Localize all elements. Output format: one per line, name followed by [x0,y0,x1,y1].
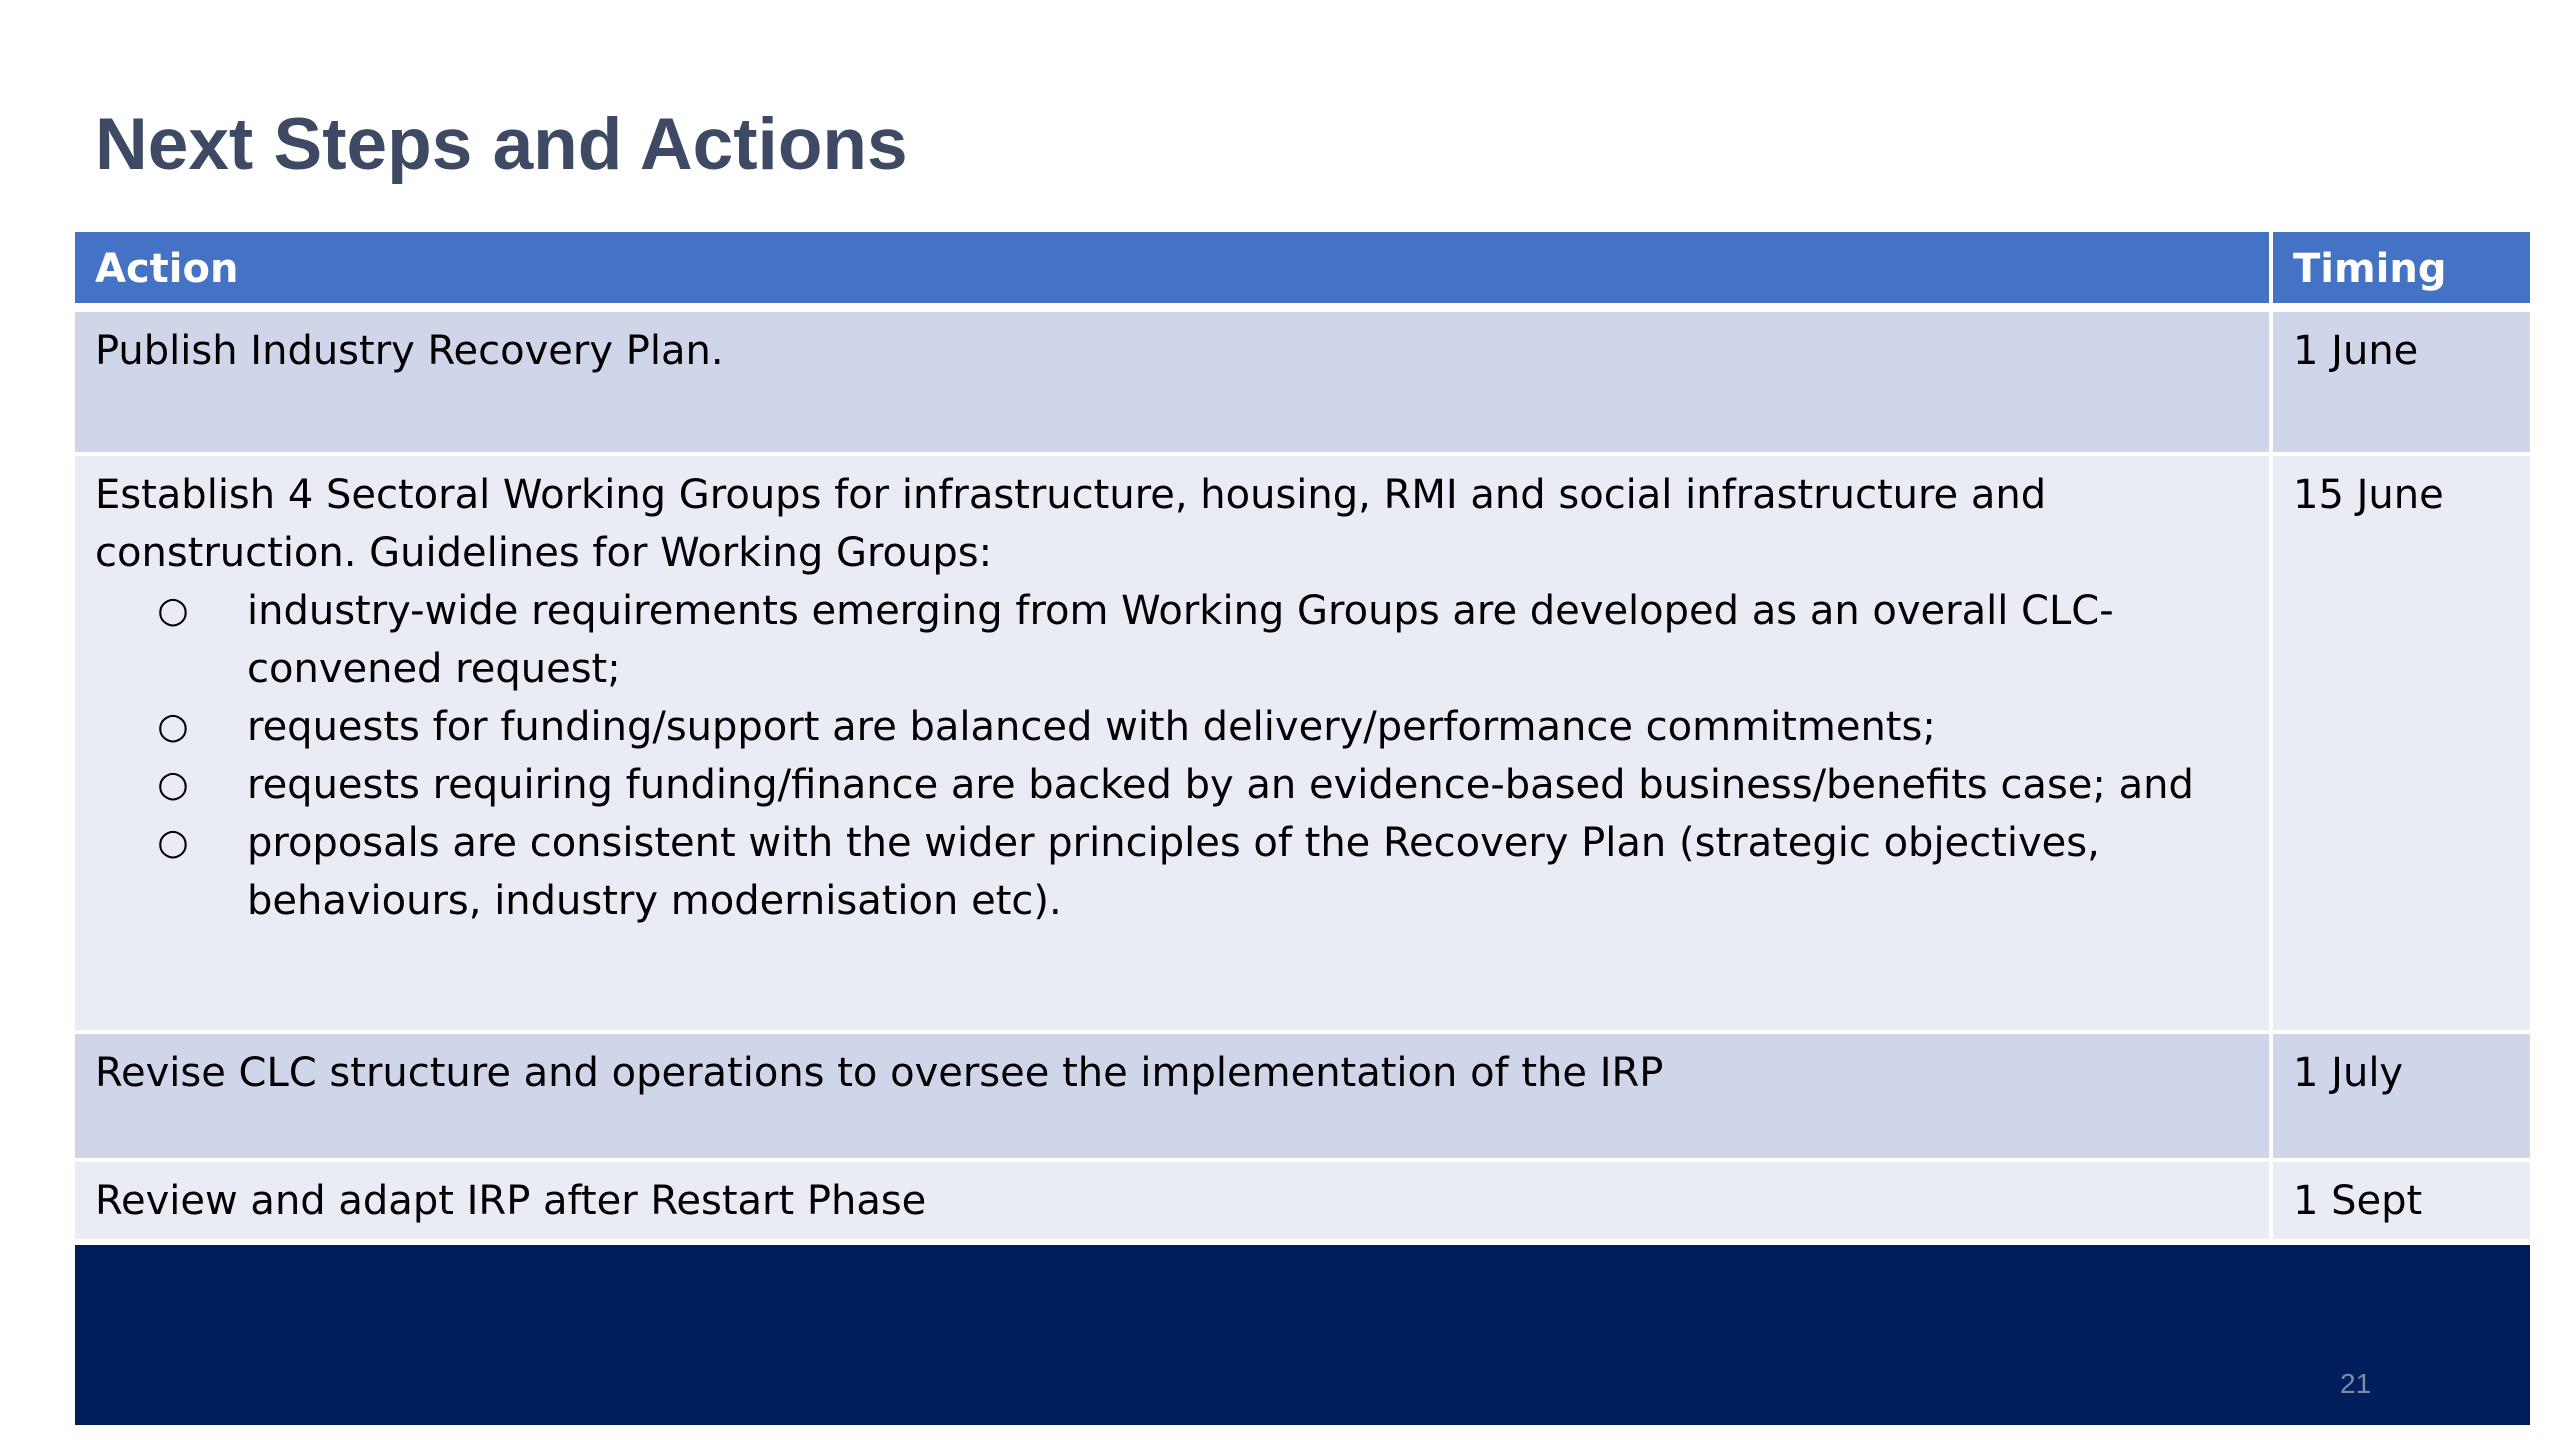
footer-band [75,1245,2530,1425]
action-cell: Review and adapt IRP after Restart Phase [75,1162,2273,1239]
table-row [75,1158,2530,1239]
table-row [75,1030,2530,1158]
header-action: Action [75,232,2273,303]
guideline-item [95,756,2249,814]
action-text: Establish 4 Sectoral Working Groups for infrastructure, housing, RMI and social infrastructure and construction. Guidelines for Working Groups: [95,472,2047,576]
guideline-text: requests requiring funding/finance are backed by an evidence-based business/benefits case; and [247,762,2194,808]
header-timing: Timing [2293,246,2447,292]
timing-cell: 1 Sept [2293,1178,2423,1224]
timing-cell: 1 June [2293,328,2419,374]
guideline-item [95,582,2249,698]
guideline-item [95,814,2249,930]
circle-bullet-icon: ○ [157,822,189,863]
timing-cell: 1 July [2293,1050,2404,1096]
circle-bullet-icon: ○ [157,590,189,631]
slide-title: Next Steps and Actions [95,104,908,185]
guideline-item [95,698,2249,756]
action-cell [75,456,2273,1030]
guideline-text: requests for funding/support are balanced with delivery/performance commitments; [247,704,1936,750]
guideline-text: proposals are consistent with the wider principles of the Recovery Plan (strategic objectives, behaviours, industry modernisation etc). [247,820,2100,924]
guidelines-list [95,582,2249,930]
actions-table [75,232,2530,1239]
timing-cell: 15 June [2293,472,2444,518]
action-cell: Revise CLC structure and operations to oversee the implementation of the IRP [75,1034,2273,1158]
table-row [75,452,2530,1030]
action-cell: Publish Industry Recovery Plan. [75,312,2273,452]
circle-bullet-icon: ○ [157,764,189,805]
page-number: 21 [2340,1368,2372,1399]
guideline-text: industry-wide requirements emerging from Working Groups are developed as an overall CLC-convened request; [247,588,2114,692]
table-header-row [75,232,2530,308]
circle-bullet-icon: ○ [157,706,189,747]
table-row [75,308,2530,452]
